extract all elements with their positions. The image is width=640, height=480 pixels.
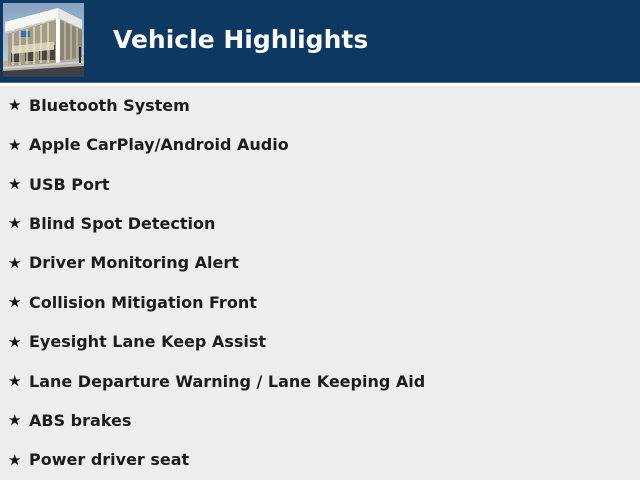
dealership-photo: [3, 3, 84, 77]
list-item: [0, 165, 640, 204]
feature-label: Power driver seat: [29, 450, 190, 470]
star-icon: ★: [8, 174, 22, 193]
list-item: [0, 204, 640, 243]
star-icon: ★: [8, 96, 22, 115]
list-item: [0, 401, 640, 440]
page-title: Vehicle Highlights: [113, 24, 369, 54]
dealership-photo-illustration: [3, 3, 84, 77]
list-item: [0, 283, 640, 322]
feature-label: USB Port: [29, 174, 110, 194]
list-item: [0, 441, 640, 480]
header: [0, 0, 640, 82]
feature-label: ABS brakes: [29, 411, 132, 431]
feature-label: Bluetooth System: [29, 95, 190, 115]
feature-label: Blind Spot Detection: [29, 214, 216, 234]
list-item: [0, 244, 640, 283]
list-item: [0, 86, 640, 125]
feature-label: Driver Monitoring Alert: [29, 253, 239, 273]
star-icon: ★: [8, 293, 22, 312]
feature-list: [0, 86, 640, 480]
feature-label: Apple CarPlay/Android Audio: [29, 135, 289, 155]
feature-label: Lane Departure Warning / Lane Keeping Aid: [29, 371, 426, 391]
star-icon: ★: [8, 135, 22, 154]
feature-label: Collision Mitigation Front: [29, 292, 257, 312]
star-icon: ★: [8, 450, 22, 469]
list-item: [0, 322, 640, 361]
list-item: [0, 125, 640, 164]
feature-label: Eyesight Lane Keep Assist: [29, 332, 267, 352]
star-icon: ★: [8, 214, 22, 233]
star-icon: ★: [8, 411, 22, 430]
star-icon: ★: [8, 371, 22, 390]
star-icon: ★: [8, 332, 22, 351]
star-icon: ★: [8, 253, 22, 272]
list-item: [0, 362, 640, 401]
